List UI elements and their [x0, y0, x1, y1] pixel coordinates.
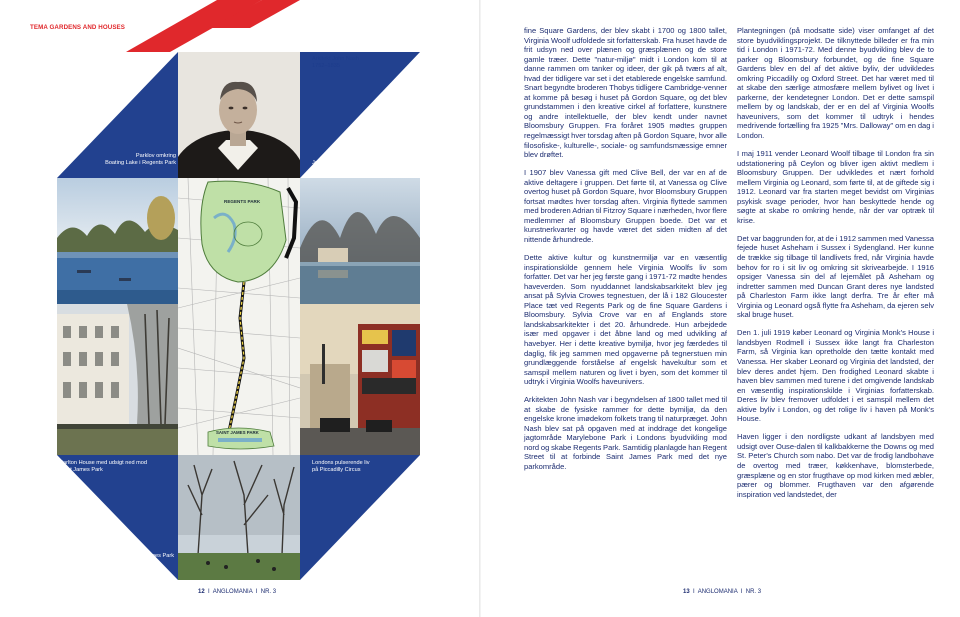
caption-line: Boating Lake i Regents Park [105, 160, 176, 167]
folio-separator: I [255, 589, 258, 595]
paragraph: Den 1. juli 1919 køber Leonard og Virginia Monk's House i landsbyen Rodmell i Sussex ikke langt fra Charleston Farm, så Virginia kan opretholde den tætte kontakt med Vanessa. Her skaber Leonard og Virginia det landsted, der blev deres andet hjem. Den frodighed Leonard skabte i haven blev sammen med turene i det omgivende landskab en væsentlig inspirationskilde i Virginias forfatterskab. Deres liv blev fremover udfoldet i et samspil mellem det aktive byliv i London, og det rolige liv i haven på Monk's House. [737, 328, 934, 424]
carlton-house-photo [57, 304, 178, 455]
magazine-name: ANGLOMANIA [212, 589, 253, 595]
article-column-right [737, 26, 934, 508]
caption-line: Arkitekt John Nash [312, 56, 359, 62]
paragraph: Dette aktive kultur og kunstnermiljø var en væsentlig inspirationskilde gennem hele Virginia Woolfs liv som forfatter. Det var her jeg første gang i 1971-72 mødte hendes haveverden. Som nyuddannet landskabsarkitekt blev jeg ansat på Sylvia Crowes tegnestuen, der lå i 182 Gloucester Place tæt ved Regents Park og de fine Square Gardens i Bloomsbury. Sylvia Crove var en af Englands store landskabsarkitekter i det 20. århundrede. Hun arbejdede især med opgaver i det åbne land og med udvikling af havebyer. Her i dette kreative bymiljø, hvor jeg færdedes til daglig, fik jeg sammen med opgaverne på tegnerstuen min grundlæggende forståelse af engelsk havekultur som et samspil mellem naturen og livet i byen, som det kommer til udtryk i Virginia Woolfs haveunivers. [524, 253, 727, 387]
paragraph: Haven ligger i den nordligste udkant af landsbyen med udsigt over Ouse-dalen til kalkbakkerne the Downs og med St. Peter's Church som nabo. Det var de frodig landbohave de overtog med træer, køkkenhave, blomsterbede, græsplæne og en stor frugthave op mod kirken med æbler, pærer og blommer. Frugthaven var den afgørende inspiration ved landstedet, der [737, 432, 934, 499]
caption-john-nash [312, 56, 359, 71]
folio-left [198, 589, 276, 595]
caption-line: Londons pulserende liv [312, 460, 370, 466]
issue-number: NR. 3 [745, 589, 762, 595]
folio-separator: I [740, 589, 743, 595]
john-nash-portrait [178, 52, 300, 178]
page-number: 12 [198, 589, 205, 595]
paragraph: Arkitekten John Nash var i begyndelsen af 1800 tallet med til at skabe de fysiske rammer for dette bymiljø, da den engelske krone imødekom folkets trang til naturpræget. John Nash blev sat på opgaven med at inddrage det kongelige jagtområde Marylebone Park i Londons byudvikling mod nord og skabe Regents Park. Samtidig planlagde han Regent Street til at forbinde Saint James Park med det nye parkområde. [524, 395, 727, 472]
caption-line: Parklov omkring [135, 153, 176, 159]
paragraph: I maj 1911 vender Leonard Woolf tilbage til London fra sin udstationering på Ceylon og bliver igen aktivt medlem i Bloomsbury Gruppen. Der udvikledes et nært forhold mellem Virginia og Leonard, som førte til, at de giftede sig i 1912. Leonard var fra starten meget bevidst om Virginias psykisk svage perioder, hvor han beskyttede hende og søgte at skabe ro omkring hende, når der var optræk til krise. [737, 149, 934, 225]
regents-park-lake-photo [300, 178, 420, 304]
paragraph: fine Square Gardens, der blev skabt i 1700 og 1800 tallet, Virginia Woolf udfoldede sit forfatterskab. Fra huset havde de frit udsyn ned over plænen og græsplænen og de store gamle træer. Dette "natur-miljø" midt i London kom til at danne rammen om tanker og ideer, der gik på tværs af alt, hvad der tidligere var set i det etablerede engelske samfund. Snart begyndte broderen Thobys tidligere Cambridge-venner at komme på besøg i huset på Gordon Square, og det blev grundstammen i den kreative cirkel af forfattere, kunstnere og andre intellektuelle, der blev kendt under navnet Bloomsbury Gruppen. Fra foråret 1905 mødtes gruppen regelmæssigt hver torsdag aften på Gordon Square, hvor alle filosofiske-, kulturelle-, sociale- og samfundsmæssige emner blev drøftet. [524, 26, 727, 160]
page-number: 13 [683, 589, 690, 595]
caption-carlton-house [59, 460, 169, 475]
map-label-saint-james-park: SAINT JAMES PARK [216, 430, 259, 435]
folio-right [683, 589, 761, 595]
caption-nash-park: John Nash bydel omkring Regents Park [312, 160, 411, 166]
saint-james-park-photo [178, 455, 300, 580]
piccadilly-circus-photo [300, 304, 420, 455]
caption-line: Saint James Park [59, 467, 103, 474]
caption-piccadilly [312, 460, 412, 475]
caption-line: 1752–1835 [312, 63, 340, 70]
paragraph: I 1907 blev Vanessa gift med Clive Bell, der var en af de aktive deltagere i gruppen. Det førte til, at Vanessa og Clive overtog huset på Gordon Square, hvor Bloomsbury Gruppen fortsat mødtes hver torsdag aften. Virginia flyttede sammen med broderen Adrian til Fitzroy Square i nærheden, hvor flere medlemmer af Bloomsbury Gruppen boede. Det var et kunstnerkvarter og havde været det siden midten af det nittende århundrede. [524, 168, 727, 244]
paragraph: Plantegningen (på modsatte side) viser omfanget af det store byudviklingsprojekt. De tilknyttede billeder er fra min tid i London i 1971-72. Med denne byudvikling blev de to parker og Bloomsbury forbundet, og de fine Square Gardens blev en del af det aktive byliv, der udvikledes omkring Piccadilly og Oxford Street. Det har været med til at skabe den særlige atmosfære mellem bylivet og livet i parkerne, der kendetegner London. Det er dette samspil mellem by og landskab, der er en del af Virginia Woolfs haveunivers, som det kommer til udtryk i hendes medrivende fortælling fra 1925 "Mrs. Dalloway" om en dag i London. [737, 26, 934, 141]
boating-lake-photo [57, 178, 178, 304]
nash-plan-map [178, 178, 300, 455]
paragraph: Det var baggrunden for, at de i 1912 sammen med Vanessa fejede huset Asheham i Sussex i Sydengland. Her kunne de trække sig tilbage til landlivets fred, når Virginia havde behov for ro i sit liv og omkring sit skrivearbejde. I 1916 opsiger Vanessa sin del af lejemålet på Asheham og indretter sammen med Duncan Grant deres nye landsted på Charleston Farm ikke langt derfra. Tre år efter må Virginia og Leonard også flytte fra Asheham, da ejeren selv skal bruge huset. [737, 233, 934, 320]
folio-separator: I [693, 589, 695, 595]
caption-line: Carlton House med udsigt ned mod [59, 460, 147, 466]
map-label-regents-park: REGENTS PARK [224, 199, 261, 204]
caption-line: på Piccadilly Circus [312, 467, 361, 474]
article-column-left [524, 26, 727, 480]
folio-separator: I [208, 589, 210, 595]
caption-boating-lake [96, 153, 176, 168]
page-gutter [479, 0, 481, 617]
magazine-name: ANGLOMANIA [697, 589, 738, 595]
caption-saint-james-park: Livet i Saint James Park [113, 553, 174, 559]
section-label: TEMA GARDENS AND HOUSES [30, 24, 126, 31]
issue-number: NR. 3 [260, 589, 277, 595]
